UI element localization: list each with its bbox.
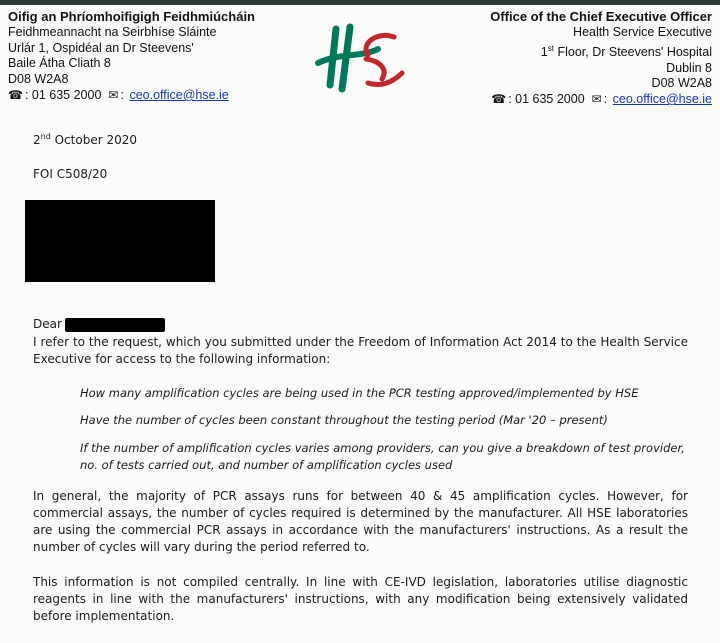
office-title-irish: Oifig an Phríomhoifigigh Feidhmiúcháin [8, 9, 255, 24]
address-line: D08 W2A8 [8, 72, 69, 87]
email-link[interactable]: ceo.office@hse.ie [612, 92, 712, 107]
envelope-icon: ✉ [591, 92, 602, 107]
telephone-icon: ☎ [491, 92, 507, 107]
envelope-icon: ✉ [108, 87, 119, 102]
address-line: Urlár 1, Ospidéal an Dr Steevens' [8, 40, 194, 55]
letterhead-irish [8, 9, 255, 104]
address-line: Baile Átha Cliath 8 [8, 56, 111, 71]
phone-number: : 01 635 2000 [24, 87, 102, 102]
request-question: If the number of amplification cycles varies among providers, can you give a breakdown of test provider, no. of tests carried out, and number of amplification cycles used [80, 441, 685, 472]
address-line: Health Service Executive [573, 24, 712, 39]
address-line: D08 W2A8 [651, 76, 712, 91]
letter-date: 2nd October 2020 [33, 132, 137, 147]
letter-page [0, 5, 720, 643]
request-question: How many amplification cycles are being used in the PCR testing approved/implemented by HSE [80, 386, 639, 400]
phone-number: : 01 635 2000 [508, 92, 585, 107]
email-link[interactable]: ceo.office@hse.ie [129, 87, 229, 102]
response-paragraph: This information is not compiled centrally. In line with CE-IVD legislation, laboratories utilise diagnostic reagents in line with the manufacturers' instructions, with any modification being extensively validated before implementation. [33, 575, 688, 623]
contact-line: ☎ : 01 635 2000 ✉ : ceo.office@hse.ie [491, 92, 712, 107]
redacted-address-block [25, 200, 215, 282]
telephone-icon: ☎ [8, 87, 23, 102]
response-paragraph: In general, the majority of PCR assays runs for between 40 & 45 amplification cycles. However, for commercial assays, the number of cycles required is determined by the manufacturer. All HSE laboratories are using the commercial PCR assays in accordance with the manufacturers' instructions. As a result the number of cycles will vary during the period referred to. [33, 489, 688, 554]
foi-reference: FOI C508/20 [33, 167, 108, 181]
office-title-english: Office of the Chief Executive Officer [490, 9, 712, 24]
hse-logo [308, 23, 408, 95]
address-line: 1st Floor, Dr Steevens' Hospital [540, 43, 712, 59]
redacted-recipient-name [65, 318, 165, 332]
intro-paragraph: I refer to the request, which you submitted under the Freedom of Information Act 2014 to the Health Service Executive for access to the following information: [33, 335, 688, 366]
letterhead-english [490, 9, 712, 108]
request-question: Have the number of cycles been constant throughout the testing period (Mar '20 – present) [80, 413, 608, 427]
salutation: Dear [33, 317, 62, 331]
address-line: Feidhmeannacht na Seirbhíse Sláinte [8, 24, 217, 39]
address-line: Dublin 8 [666, 60, 712, 75]
contact-line: ☎ : 01 635 2000 ✉ : ceo.office@hse.ie [8, 87, 229, 102]
